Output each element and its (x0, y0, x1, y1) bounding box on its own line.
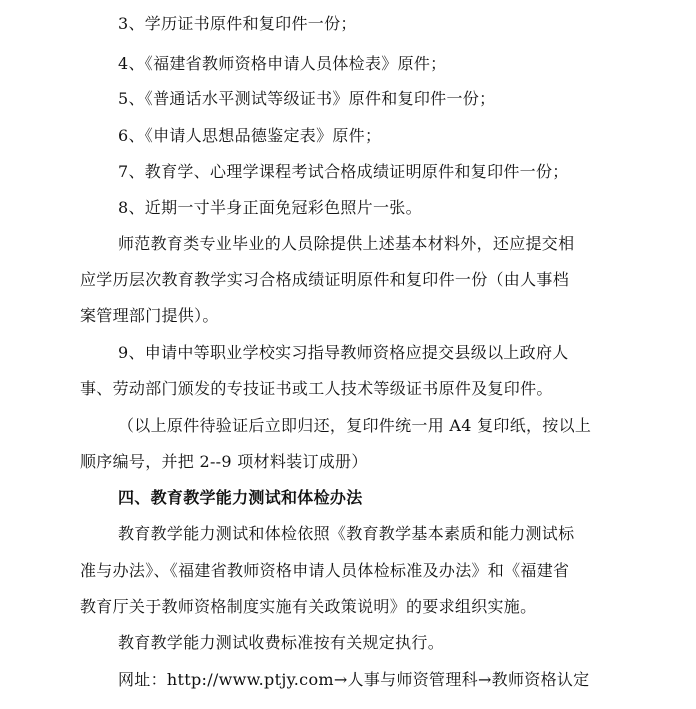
list-item-4: 4、《福建省教师资格申请人员体检表》原件； (118, 54, 447, 73)
website-line: 网址：http://www.ptjy.com→人事与师资管理科→教师资格认定 (118, 670, 590, 689)
section-4-paragraph-line-1: 教育教学能力测试和体检依照《教育教学基本素质和能力测试标 (118, 524, 575, 543)
list-item-5: 5、《普通话水平测试等级证书》原件和复印件一份； (118, 89, 496, 108)
list-item-8: 8、近期一寸半身正面免冠彩色照片一张。 (118, 198, 422, 217)
list-item-7: 7、教育学、心理学课程考试合格成绩证明原件和复印件一份； (118, 162, 569, 181)
list-item-9-line-1: 9、申请中等职业学校实习指导教师资格应提交县级以上政府人 (118, 343, 569, 362)
section-4-paragraph-line-2: 准与办法》、《福建省教师资格申请人员体检标准及办法》和《福建省 (80, 561, 570, 580)
list-item-6: 6、《申请人思想品德鉴定表》原件； (118, 126, 382, 145)
list-item-9-line-2: 事、劳动部门颁发的专技证书或工人技术等级证书原件及复印件。 (80, 379, 553, 398)
normal-school-paragraph-line-1: 师范教育类专业毕业的人员除提供上述基本材料外，还应提交相 (118, 234, 575, 253)
normal-school-paragraph-line-2: 应学历层次教育教学实习合格成绩证明原件和复印件一份（由人事档 (80, 270, 570, 289)
normal-school-paragraph-line-3: 案管理部门提供）。 (80, 306, 219, 325)
note-line-2: 顺序编号，并把 2--9 项材料装订成册） (80, 452, 368, 471)
section-4-heading: 四、教育教学能力测试和体检办法 (118, 488, 363, 507)
list-item-3: 3、学历证书原件和复印件一份； (118, 14, 357, 33)
fee-line: 教育教学能力测试收费标准按有关规定执行。 (118, 633, 445, 652)
section-4-paragraph-line-3: 教育厅关于教师资格制度实施有关政策说明》的要求组织实施。 (80, 597, 537, 616)
note-line-1: （以上原件待验证后立即归还，复印件统一用 A4 复印纸，按以上 (118, 416, 592, 435)
